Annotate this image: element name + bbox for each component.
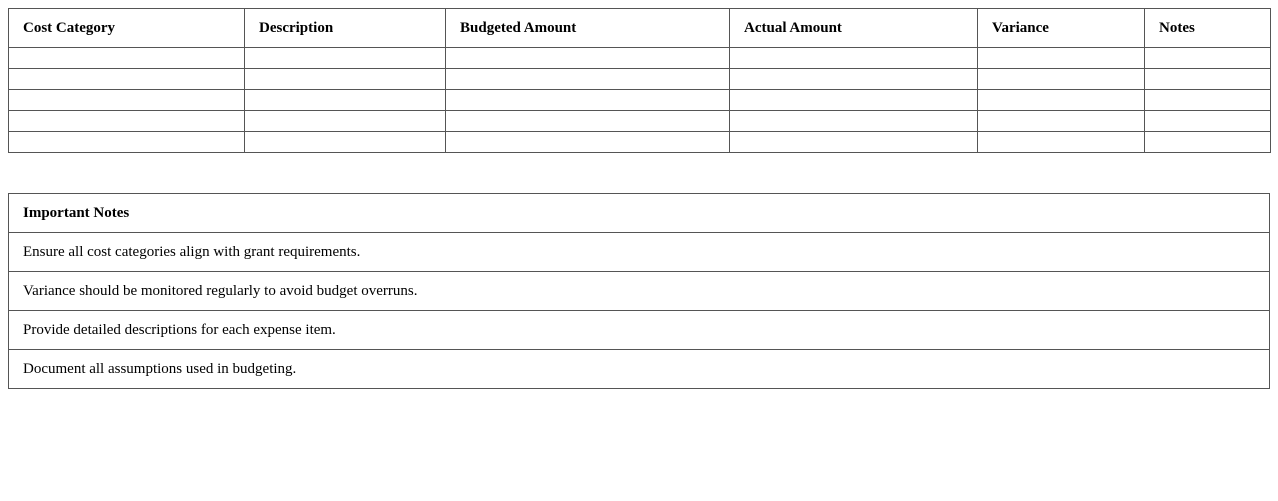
header-cost-category: Cost Category: [9, 9, 245, 48]
table-cell: [1145, 69, 1271, 90]
note-text: Document all assumptions used in budgeting.: [9, 350, 1270, 389]
table-cell: [446, 111, 730, 132]
table-cell: [978, 69, 1145, 90]
table-row: [9, 132, 1271, 153]
table-cell: [978, 111, 1145, 132]
table-cell: [978, 90, 1145, 111]
header-actual-amount: Actual Amount: [730, 9, 978, 48]
table-cell: [9, 132, 245, 153]
header-notes: Notes: [1145, 9, 1271, 48]
table-cell: [9, 48, 245, 69]
list-item: [9, 272, 1270, 311]
table-cell: [1145, 132, 1271, 153]
table-cell: [446, 90, 730, 111]
table-row: [9, 69, 1271, 90]
important-notes-table: [8, 193, 1270, 389]
notes-header-row: [9, 194, 1270, 233]
table-cell: [446, 69, 730, 90]
list-item: [9, 233, 1270, 272]
header-budgeted-amount: Budgeted Amount: [446, 9, 730, 48]
table-cell: [9, 111, 245, 132]
table-cell: [245, 48, 446, 69]
budget-table: [8, 8, 1271, 153]
table-cell: [978, 132, 1145, 153]
list-item: [9, 350, 1270, 389]
table-cell: [730, 90, 978, 111]
note-text: Ensure all cost categories align with grant requirements.: [9, 233, 1270, 272]
note-text: Variance should be monitored regularly to avoid budget overruns.: [9, 272, 1270, 311]
table-cell: [446, 132, 730, 153]
table-cell: [245, 90, 446, 111]
table-cell: [245, 69, 446, 90]
table-cell: [245, 111, 446, 132]
table-row: [9, 48, 1271, 69]
table-cell: [1145, 48, 1271, 69]
table-cell: [1145, 90, 1271, 111]
table-row: [9, 90, 1271, 111]
table-row: [9, 111, 1271, 132]
table-cell: [9, 90, 245, 111]
notes-title: Important Notes: [9, 194, 1270, 233]
list-item: [9, 311, 1270, 350]
table-cell: [245, 132, 446, 153]
table-cell: [730, 69, 978, 90]
note-text: Provide detailed descriptions for each expense item.: [9, 311, 1270, 350]
header-description: Description: [245, 9, 446, 48]
table-cell: [446, 48, 730, 69]
budget-header-row: [9, 9, 1271, 48]
table-cell: [1145, 111, 1271, 132]
table-cell: [978, 48, 1145, 69]
table-cell: [730, 132, 978, 153]
table-cell: [730, 48, 978, 69]
table-cell: [730, 111, 978, 132]
header-variance: Variance: [978, 9, 1145, 48]
table-cell: [9, 69, 245, 90]
